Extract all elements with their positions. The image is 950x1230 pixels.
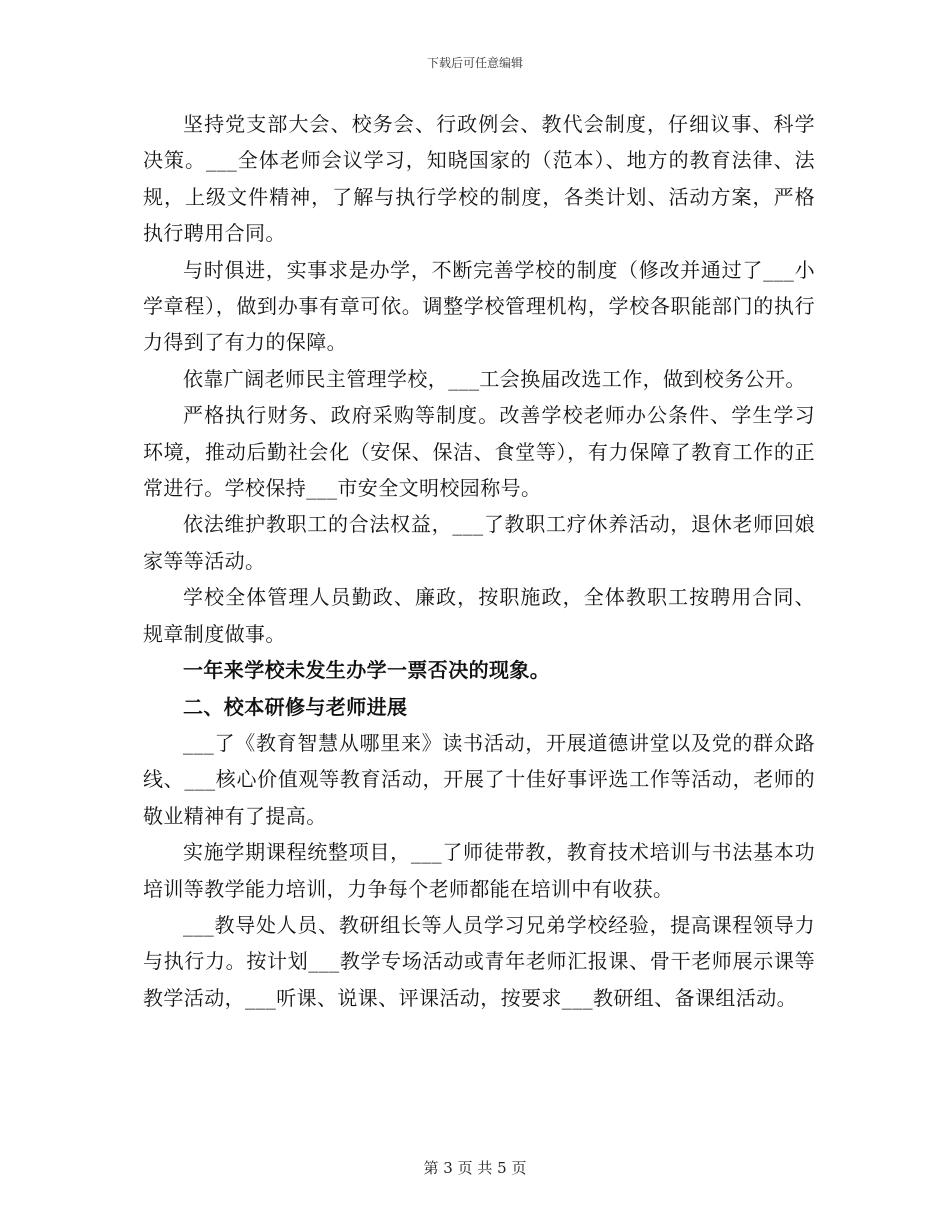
paragraph-3: 依靠广阔老师民主管理学校，___工会换届改选工作，做到校务公开。 <box>183 366 806 391</box>
page-number-footer: 第 3 页 共 5 页 <box>423 1159 527 1177</box>
paragraph-4: 严格执行财务、政府采购等制度。改善学校老师办公条件、学生学习环境，推动后勤社会化（安保、保洁、食堂等），有力保障了教育工作的正常进行。学校保持___市安全文明校园称号。 <box>143 403 815 501</box>
paragraph-1: 坚持党支部大会、校务会、行政例会、教代会制度，仔细议事、科学决策。___全体老师会议学习，知晓国家的（范本）、地方的教育法律、法规，上级文件精神，了解与执行学校的制度，各类计划、活动方案，严格执行聘用合同。 <box>143 112 815 246</box>
paragraph-10: 实施学期课程统整项目，___了师徒带教，教育技术培训与书法基本功培训等教学能力培训，力争每个老师都能在培训中有收获。 <box>143 840 815 901</box>
paragraph-6: 学校全体管理人员勤政、廉政，按职施政，全体教职工按聘用合同、规章制度做事。 <box>143 585 815 646</box>
paragraph-9: ___了《教育智慧从哪里来》读书活动，开展道德讲堂以及党的群众路线、___核心价值观等教育活动，开展了十佳好事评选工作等活动，老师的敬业精神有了提高。 <box>143 730 815 828</box>
paragraph-2: 与时俱进，实事求是办学，不断完善学校的制度（修改并通过了___小学章程），做到办事有章可依。调整学校管理机构，学校各职能部门的执行力得到了有力的保障。 <box>143 257 815 355</box>
paragraph-5: 依法维护教职工的合法权益，___了教职工疗休养活动，退休老师回娘家等等活动。 <box>143 512 815 573</box>
document-body <box>143 106 815 1016</box>
paragraph-11: ___教导处人员、教研组长等人员学习兄弟学校经验，提高课程领导力与执行力。按计划___教学专场活动或青年老师汇报课、骨干老师展示课等教学活动，___听课、说课、评课活动，按要求___教研组、备课组活动。 <box>143 912 815 1010</box>
page-header: 下载后可任意编辑 <box>426 56 523 70</box>
section-heading: 二、校本研修与老师进展 <box>183 694 408 719</box>
bold-statement: 一年来学校未发生办学一票否决的现象。 <box>183 658 551 683</box>
